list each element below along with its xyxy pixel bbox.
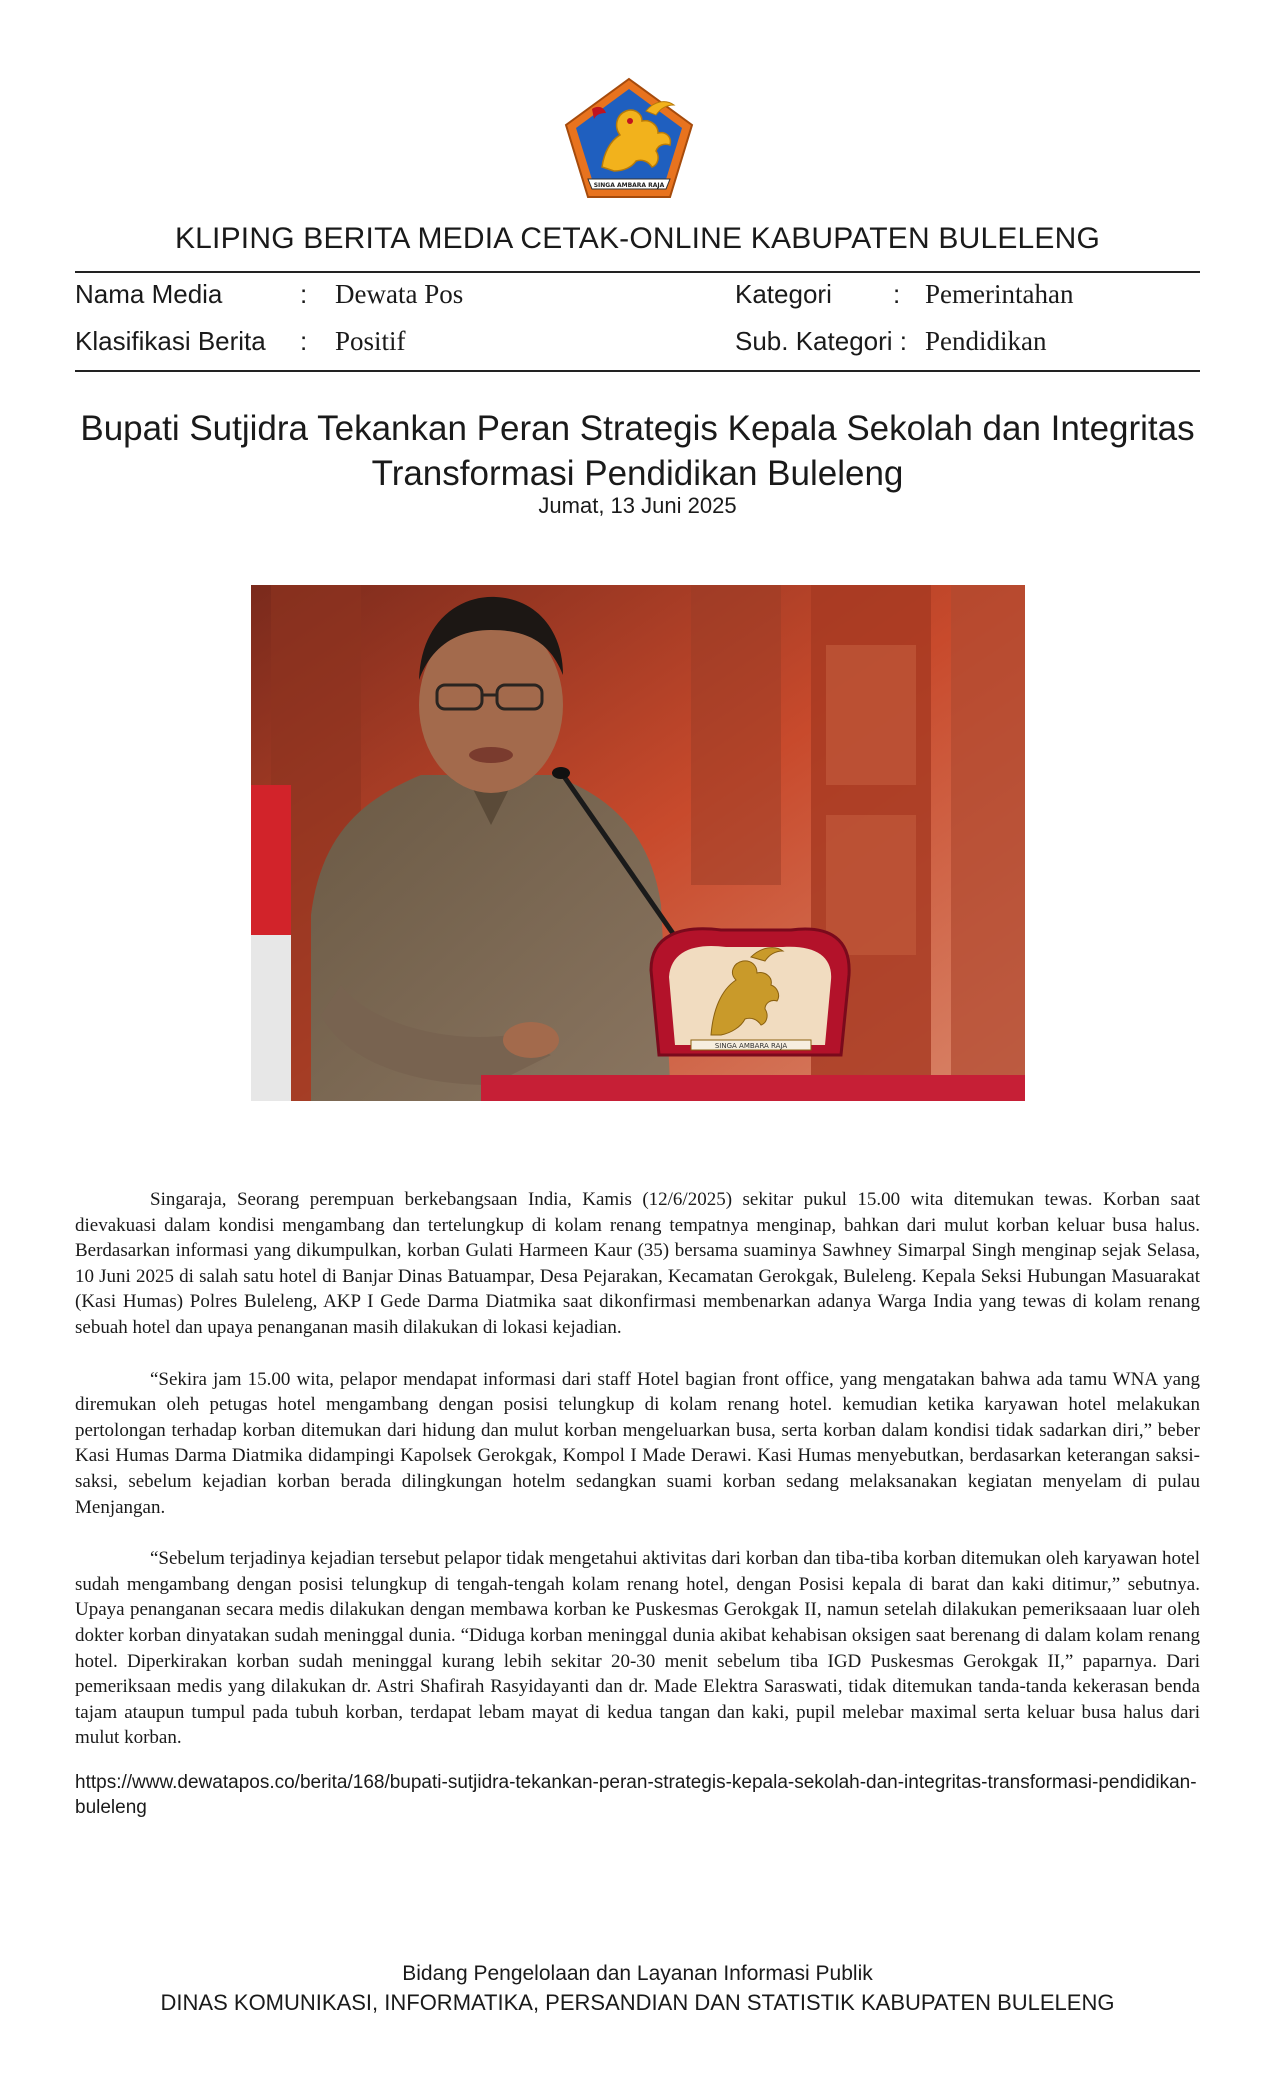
klasifikasi-value: Positif [335,326,406,356]
article-body [75,1187,1200,1777]
regency-logo [562,75,696,201]
article-paragraph: Singaraja, Seorang perempuan berkebangsaan India, Kamis (12/6/2025) sekitar pukul 15.00 wita ditemukan tewas. Korban saat dievakuasi dalam kondisi mengambang dan tertelungkup di kolam renang tempatnya menginap, bahkan dari mulut korban keluar busa halus. Berdasarkan informasi yang dikumpulkan, korban Gulati Harmeen Kaur (35) bersama suaminya Sawhney Simarpal Singh menginap sejak Selasa, 10 Juni 2025 di salah satu hotel di Banjar Dinas Batuampar, Desa Pejarakan, Kecamatan Gerokgak, Buleleng. Kepala Seksi Hubungan Masuarakat (Kasi Humas) Polres Buleleng, AKP I Gede Darma Diatmika saat dikonfirmasi membenarkan adanya Warga India yang tewas di kolam renang sebuah hotel dan upaya penanganan masih dilakukan di lokasi kejadian. [75,1189,1200,1338]
header-bottom-divider [75,370,1200,372]
media-value: Dewata Pos [335,279,464,309]
singa-ambara-raja-emblem-icon [562,75,696,201]
svg-text:SINGA AMBARA RAJA: SINGA AMBARA RAJA [593,182,665,189]
kategori-label: Kategori [735,279,832,309]
meta-row-klasifikasi [75,322,1200,362]
footer-agency: DINAS KOMUNIKASI, INFORMATIKA, PERSANDIAN DAN STATISTIK KABUPATEN BULELENG [160,1990,1115,2015]
source-link[interactable]: https://www.dewatapos.co/berita/168/bupati-sutjidra-tekankan-peran-strategis-kepala-sekolah-dan-integritas-transformasi-pendidikan-buleleng [75,1772,1197,1818]
kategori-value: Pemerintahan [925,279,1074,309]
article-title: Bupati Sutjidra Tekankan Peran Strategis Kepala Sekolah dan Integritas Transformasi Pendidikan Buleleng [80,409,1195,493]
subkategori-value: Pendidikan [925,326,1047,356]
article-paragraph: “Sekira jam 15.00 wita, pelapor mendapat informasi dari staff Hotel bagian front office, yang mengatakan bahwa ada tamu WNA yang diremukan oleh petugas hotel mengambang dengan posisi telungkup di kolam renang hotel. kemudian ketika karyawan hotel melakukan pertolongan terhadap korban ditemukan dari hidung dan mulut korban mengeluarkan busa, serta korban dalam kondisi tidak sadarkan diri,” beber Kasi Humas Darma Diatmika didampingi Kapolsek Gerokgak, Kompol I Made Derawi. Kasi Humas menyebutkan, berdasarkan keterangan saksi-saksi, sebelum kejadian korban berada dilingkungan hotelm sedangkan suami korban sedang melaksanakan kegiatan menyelam di pulau Menjangan. [75,1368,1200,1518]
meta-row-media [75,275,1200,315]
header-top-divider [75,271,1200,273]
clipping-header-title: KLIPING BERITA MEDIA CETAK-ONLINE KABUPATEN BULELENG [174,222,1101,255]
kategori-colon: : [893,279,901,309]
page-footer [75,1960,1200,2018]
speaker-at-podium-photo-icon [251,585,1025,1101]
svg-text:SINGA AMBARA RAJA: SINGA AMBARA RAJA [714,1042,788,1050]
article-photo [251,585,1025,1101]
article-date: Jumat, 13 Juni 2025 [538,493,737,518]
footer-division: Bidang Pengelolaan dan Layanan Informasi Publik [402,1962,873,1985]
klasifikasi-label: Klasifikasi Berita [75,326,266,356]
subkategori-label: Sub. Kategori : [735,326,907,356]
media-colon: : [300,279,308,309]
article-paragraph: “Sebelum terjadinya kejadian tersebut pelapor tidak mengetahui aktivitas dari korban dan tiba-tiba korban ditemukan oleh karyawan hotel sudah mengambang dengan posisi telungkup di tengah-tengah kolam renang hotel, dengan Posisi kepala di barat dan kaki ditimur,” sebutnya. Upaya penanganan secara medis dilakukan dengan membawa korban ke Puskesmas Gerokgak II, namun setelah dilakukan pemeriksaaan luar oleh dokter korban dinyatakan sudah meninggal dunia. “Diduga korban meninggal dunia akibat kehabisan oksigen saat berenang di dalam kolam renang hotel. Diperkirakan korban sudah meninggal kurang lebih sekitar 20-30 menit sebelum tiba IGD Puskesmas Gerokgak II,” paparnya. Dari pemeriksaan medis yang dilakukan dr. Astri Shafirah Rasyidayanti dan dr. Made Elektra Saraswati, tidak ditemukan tanda-tanda kekerasan benda tajam ataupun tumpul pada tubuh korban, terdapat lebam mayat di kedua tangan dan kaki, pupil melebar maximal serta keluar busa halus dari mulut korban. [75,1548,1200,1749]
klasifikasi-colon: : [300,326,308,356]
media-label: Nama Media [75,279,223,309]
